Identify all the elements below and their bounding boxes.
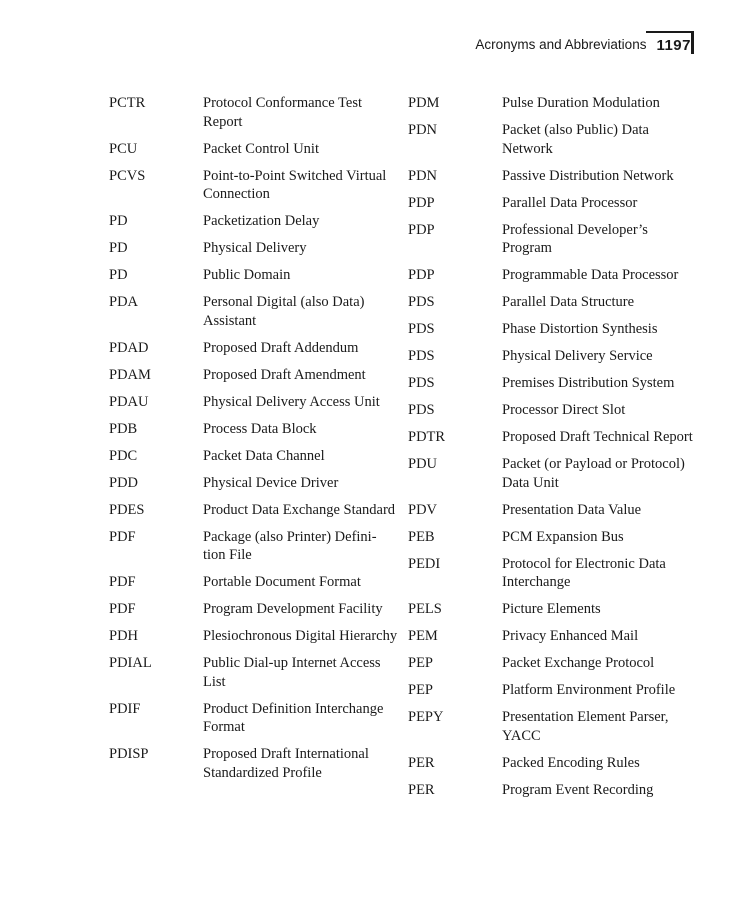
expansion: Public Dial-up Internet Access List — [203, 655, 381, 690]
acronym: PCTR — [109, 95, 146, 111]
expansion: Packet Data Channel — [203, 447, 325, 464]
glossary-entry — [109, 573, 399, 592]
left-column — [109, 94, 399, 791]
glossary-entry — [408, 627, 698, 646]
acronym: PCU — [109, 140, 138, 157]
glossary-entry — [109, 600, 399, 619]
glossary-entry — [408, 167, 698, 186]
acronym: PDN — [408, 167, 438, 184]
expansion: Point-to-Point Switched Virtual Connection — [203, 167, 387, 202]
expansion: Physical Device Driver — [203, 474, 339, 491]
acronym: PDC — [109, 447, 138, 464]
acronym: PDV — [408, 501, 438, 518]
glossary-entry — [109, 140, 399, 159]
glossary-entry — [109, 447, 399, 466]
glossary-entry — [109, 266, 399, 285]
expansion: Parallel Data Structure — [502, 294, 635, 310]
glossary-entry — [408, 654, 698, 673]
expansion: Package (also Printer) Defini-tion File — [203, 528, 377, 563]
expansion: Protocol for Electronic Data Interchange — [502, 555, 666, 590]
acronym: PDISP — [109, 746, 149, 762]
glossary-entry — [408, 681, 698, 700]
glossary-entry — [109, 239, 399, 258]
glossary-entry — [109, 700, 399, 737]
page-number-box — [656, 37, 691, 55]
glossary-entry — [109, 339, 399, 358]
acronym: PDES — [109, 501, 145, 518]
acronym: PDP — [408, 221, 435, 238]
glossary-entry — [408, 528, 698, 547]
acronym: PEPY — [408, 709, 444, 725]
acronym: PDAD — [109, 339, 149, 356]
glossary-entry — [408, 754, 698, 773]
acronym: PDIF — [109, 700, 141, 717]
expansion: Packet (or Payload or Protocol) Data Unit — [502, 456, 685, 491]
expansion: Product Definition Interchange Format — [203, 700, 384, 735]
acronym: PDB — [109, 420, 138, 437]
acronym: PDP — [408, 267, 435, 283]
expansion: Personal Digital (also Data) Assistant — [203, 294, 365, 329]
expansion: Picture Elements — [502, 601, 601, 617]
acronym: PDS — [408, 294, 435, 310]
acronym: PDH — [109, 628, 139, 644]
expansion: Presentation Element Parser, YACC — [502, 709, 669, 744]
acronym: PDS — [408, 321, 435, 337]
acronym: PDN — [408, 122, 438, 138]
acronym: PDM — [408, 95, 440, 111]
glossary-entry — [408, 94, 698, 113]
glossary-entry — [109, 393, 399, 412]
expansion: Processor Direct Slot — [502, 402, 626, 418]
header-rule-top — [646, 31, 694, 33]
glossary-entry — [408, 600, 698, 619]
acronym: PDF — [109, 574, 136, 590]
glossary-entry — [109, 293, 399, 330]
expansion: Public Domain — [203, 267, 291, 283]
expansion: Phase Distortion Synthesis — [502, 321, 658, 337]
expansion: Plesiochronous Digital Hierarchy — [203, 628, 398, 644]
expansion: Proposed Draft Addendum — [203, 339, 359, 356]
expansion: Packet Control Unit — [203, 140, 319, 157]
expansion: Product Data Exchange Standard — [203, 501, 396, 518]
acronym: PDS — [408, 348, 435, 364]
acronym: PDU — [408, 456, 438, 472]
glossary-entry — [408, 293, 698, 312]
glossary-entry — [109, 654, 399, 691]
acronym: PELS — [408, 601, 442, 617]
expansion: Packetization Delay — [203, 213, 320, 229]
acronym: PER — [408, 754, 435, 771]
acronym: PDD — [109, 474, 139, 491]
acronym: PEDI — [408, 555, 441, 572]
expansion: Pulse Duration Modulation — [502, 95, 660, 111]
acronym: PDP — [408, 194, 435, 211]
expansion: Physical Delivery Access Unit — [203, 393, 380, 410]
glossary-entry — [109, 474, 399, 493]
expansion: Packet (also Public) Data Network — [502, 122, 649, 157]
glossary-entry — [109, 745, 399, 782]
glossary-entry — [109, 94, 399, 131]
glossary-entry — [408, 121, 698, 158]
acronym: PDS — [408, 402, 435, 418]
glossary-entry — [408, 221, 698, 258]
acronym: PDTR — [408, 429, 446, 445]
glossary-entry — [408, 781, 698, 800]
glossary-entry — [408, 401, 698, 420]
acronym: PDIAL — [109, 655, 152, 671]
acronym: PEB — [408, 528, 435, 545]
expansion: Platform Environment Profile — [502, 682, 676, 698]
expansion: Premises Distribution System — [502, 375, 675, 391]
glossary-entry — [109, 528, 399, 565]
expansion: Physical Delivery — [203, 240, 307, 256]
right-column — [408, 94, 698, 808]
glossary-entry — [408, 455, 698, 492]
glossary-entry — [408, 555, 698, 592]
expansion: Packed Encoding Rules — [502, 754, 640, 771]
glossary-entry — [109, 420, 399, 439]
acronym: PCVS — [109, 167, 146, 184]
glossary-entry — [408, 320, 698, 339]
expansion: Portable Document Format — [203, 574, 361, 590]
acronym: PDAM — [109, 366, 151, 383]
glossary-entry — [408, 266, 698, 285]
glossary-entry — [408, 374, 698, 393]
acronym: PD — [109, 213, 128, 229]
page-number: 1197 — [656, 37, 691, 54]
acronym: PEP — [408, 682, 433, 698]
glossary-entry — [109, 212, 399, 231]
expansion: Proposed Draft Amendment — [203, 366, 366, 383]
expansion: Program Event Recording — [502, 781, 654, 798]
running-title: Acronyms and Abbreviations — [475, 37, 647, 52]
expansion: Process Data Block — [203, 420, 317, 437]
glossary-entry — [408, 501, 698, 520]
expansion: Packet Exchange Protocol — [502, 655, 655, 671]
acronym: PDAU — [109, 393, 149, 410]
expansion: Professional Developer’s Program — [502, 221, 648, 256]
expansion: Passive Distribution Network — [502, 167, 674, 184]
acronym: PDF — [109, 528, 136, 545]
expansion: Privacy Enhanced Mail — [502, 628, 639, 644]
expansion: Program Development Facility — [203, 601, 383, 617]
glossary-entry — [109, 501, 399, 520]
glossary-entry — [109, 627, 399, 646]
acronym: PD — [109, 240, 128, 256]
running-head — [475, 36, 691, 55]
acronym: PEM — [408, 628, 438, 644]
glossary-entry — [408, 194, 698, 213]
glossary-entry — [408, 428, 698, 447]
expansion: Proposed Draft Technical Report — [502, 429, 693, 445]
expansion: Presentation Data Value — [502, 501, 642, 518]
glossary-entry — [408, 708, 698, 745]
expansion: Parallel Data Processor — [502, 194, 638, 211]
header-rule-vertical — [691, 31, 694, 54]
expansion: Proposed Draft International Standardized Profile — [203, 746, 369, 781]
acronym: PDF — [109, 601, 136, 617]
acronym: PDS — [408, 375, 435, 391]
glossary-entry — [109, 366, 399, 385]
acronym: PDA — [109, 294, 139, 310]
glossary-entry — [408, 347, 698, 366]
acronym: PD — [109, 267, 128, 283]
acronym: PER — [408, 781, 435, 798]
acronym: PEP — [408, 655, 433, 671]
expansion: Physical Delivery Service — [502, 348, 653, 364]
expansion: Protocol Conformance Test Report — [203, 95, 362, 130]
expansion: Programmable Data Processor — [502, 267, 679, 283]
glossary-entry — [109, 167, 399, 204]
expansion: PCM Expansion Bus — [502, 528, 624, 545]
